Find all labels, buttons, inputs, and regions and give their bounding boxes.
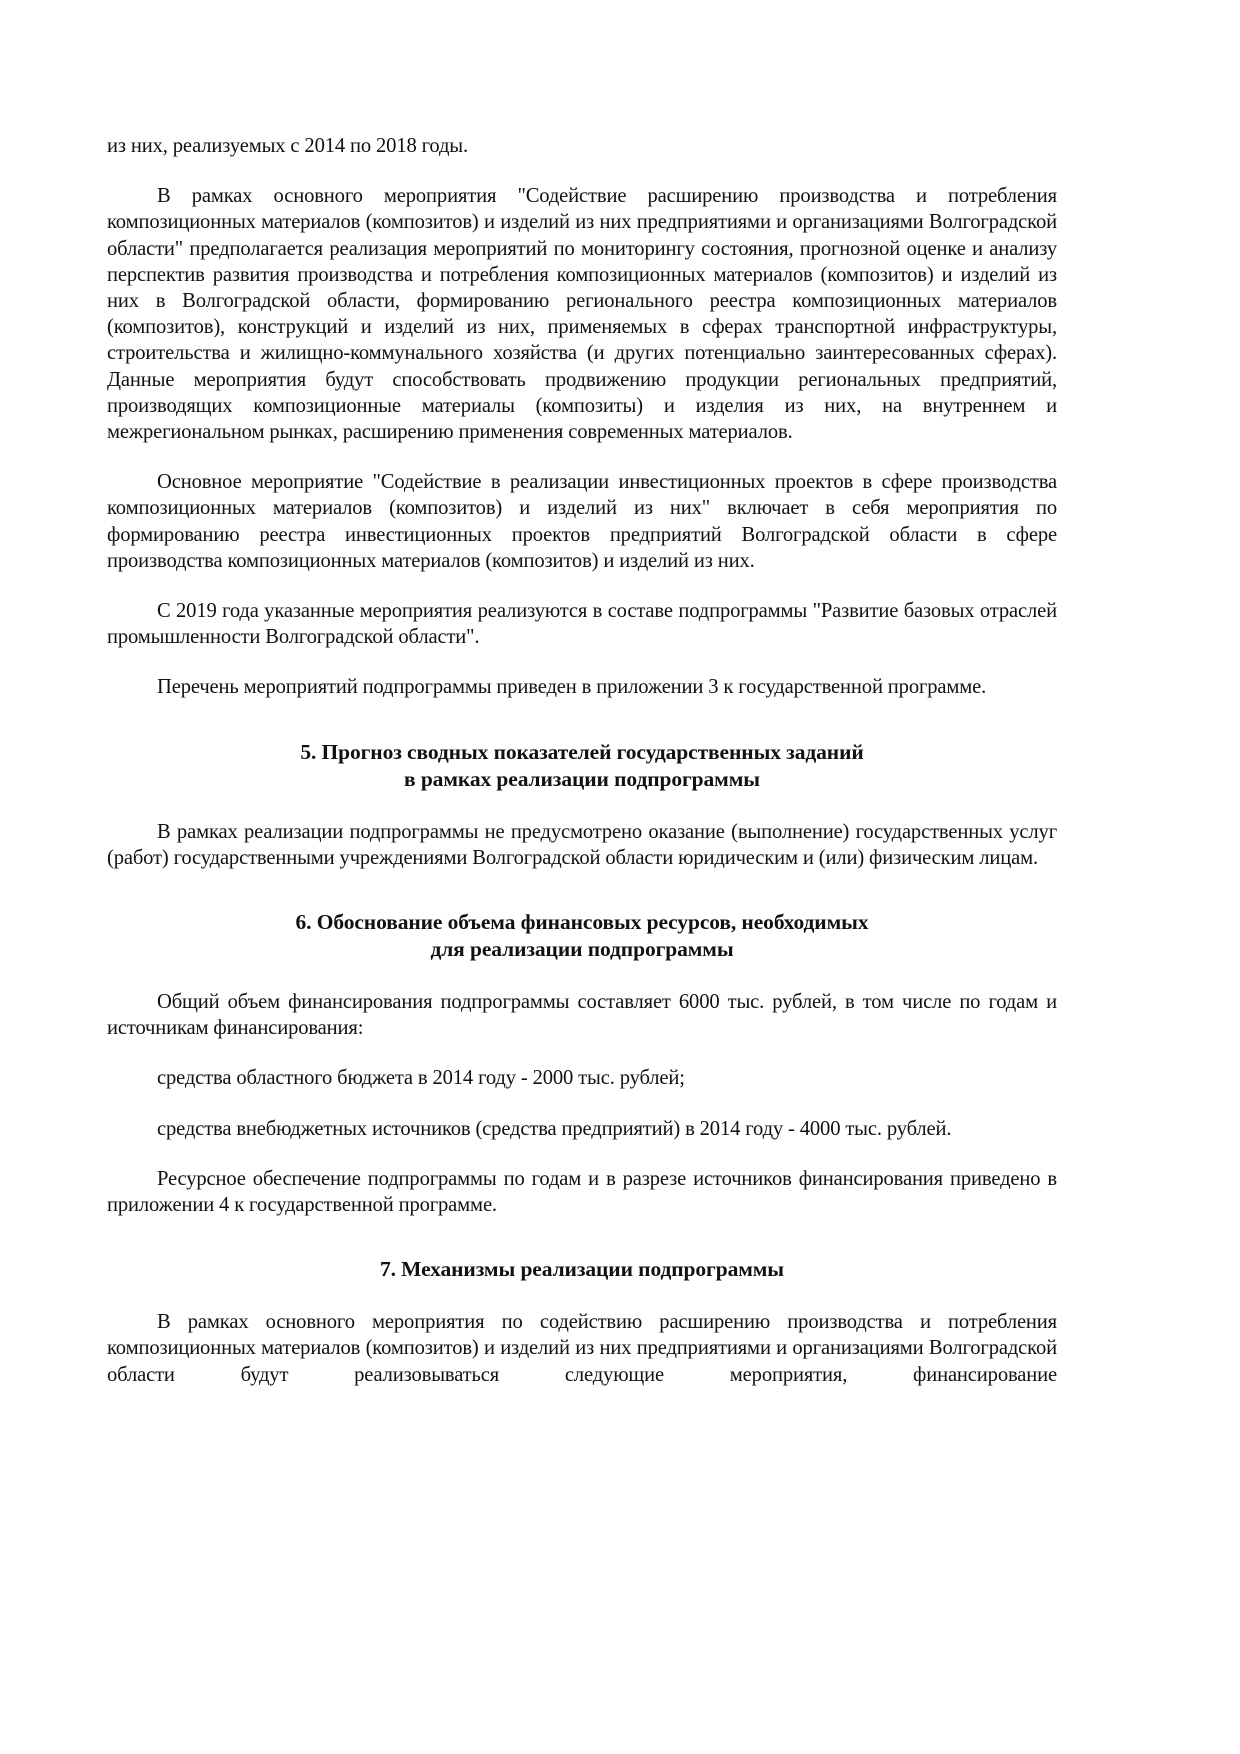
paragraph-continuation: из них, реализуемых с 2014 по 2018 годы. (107, 135, 468, 157)
paragraph-monitoring-measures: В рамках основного мероприятия "Содействие расширению производства и потребления композиционных материалов (композитов) и изделий из них предприятиями и организациями Волгоградской области" предполагается реализация мероприятий по мониторингу состояния, прогнозной оценке и анализу перспектив развития производства и потребления композиционных материалов (композитов) и изделий из них в Волгоградской области, формированию регионального реестра композиционных материалов (композитов), конструкций и изделий из них, применяемых в сферах транспортной инфраструктуры, строительства и жилищно-коммунального хозяйства (и других потенциально заинтересованных сферах). Данные мероприятия будут способствовать продвижению продукции региональных предприятий, производящих композиционные материалы (композиты) и изделия из них, на внутреннем и межрегиональном рынках, расширению применения современных материалов. (107, 185, 1057, 444)
section-5-paragraph: В рамках реализации подпрограммы не предусмотрено оказание (выполнение) государственных услуг (работ) государственными учреждениями Волгоградской области юридическим и (или) физическим лицам. (107, 820, 1057, 869)
section-5-heading-line-2: в рамках реализации подпрограммы (404, 766, 760, 791)
section-7-heading-line-1: 7. Механизмы реализации подпрограммы (379, 1257, 784, 1282)
paragraph-measures-list: Перечень мероприятий подпрограммы приведен в приложении 3 к государственной программе. (157, 676, 987, 699)
intro-block (107, 133, 1057, 701)
section-7-heading (107, 1256, 1057, 1283)
section-6 (107, 909, 1057, 1218)
section-5-heading (107, 739, 1057, 793)
section-5-heading-line-1: 5. Прогноз сводных показателей государственных заданий (300, 739, 864, 764)
section-7-paragraph: В рамках основного мероприятия по содействию расширению производства и потребления композиционных материалов (композитов) и изделий из них предприятиями и организациями Волгоградской области будут реализовываться следующие мероприятия, финансирование (107, 1311, 1057, 1386)
section-6-heading-line-2: для реализации подпрограммы (430, 937, 734, 962)
section-6-regional-budget: средства областного бюджета в 2014 году - 2000 тыс. рублей; (157, 1067, 685, 1090)
document-page (107, 133, 1057, 1388)
section-7 (107, 1256, 1057, 1388)
section-5 (107, 739, 1057, 871)
section-6-heading-line-1: 6. Обоснование объема финансовых ресурсов, необходимых (295, 910, 869, 935)
paragraph-since-2019: С 2019 года указанные мероприятия реализуются в составе подпрограммы "Развитие базовых отраслей промышленности Волгоградской области". (107, 600, 1057, 649)
paragraph-investment-projects: Основное мероприятие "Содействие в реализации инвестиционных проектов в сфере производства композиционных материалов (композитов) и изделий из них" включает в себя мероприятия по формированию реестра инвестиционных проектов предприятий Волгоградской области в сфере производства композиционных материалов (композитов) и изделий из них. (107, 471, 1057, 572)
section-6-resource-provision: Ресурсное обеспечение подпрограммы по годам и в разрезе источников финансирования приведено в приложении 4 к государственной программе. (107, 1167, 1057, 1217)
section-6-heading (107, 909, 1057, 963)
section-6-extrabudgetary: средства внебюджетных источников (средства предприятий) в 2014 году - 4000 тыс. рублей. (157, 1117, 952, 1140)
section-6-total-funding: Общий объем финансирования подпрограммы составляет 6000 тыс. рублей, в том числе по годам и источникам финансирования: (107, 991, 1057, 1040)
